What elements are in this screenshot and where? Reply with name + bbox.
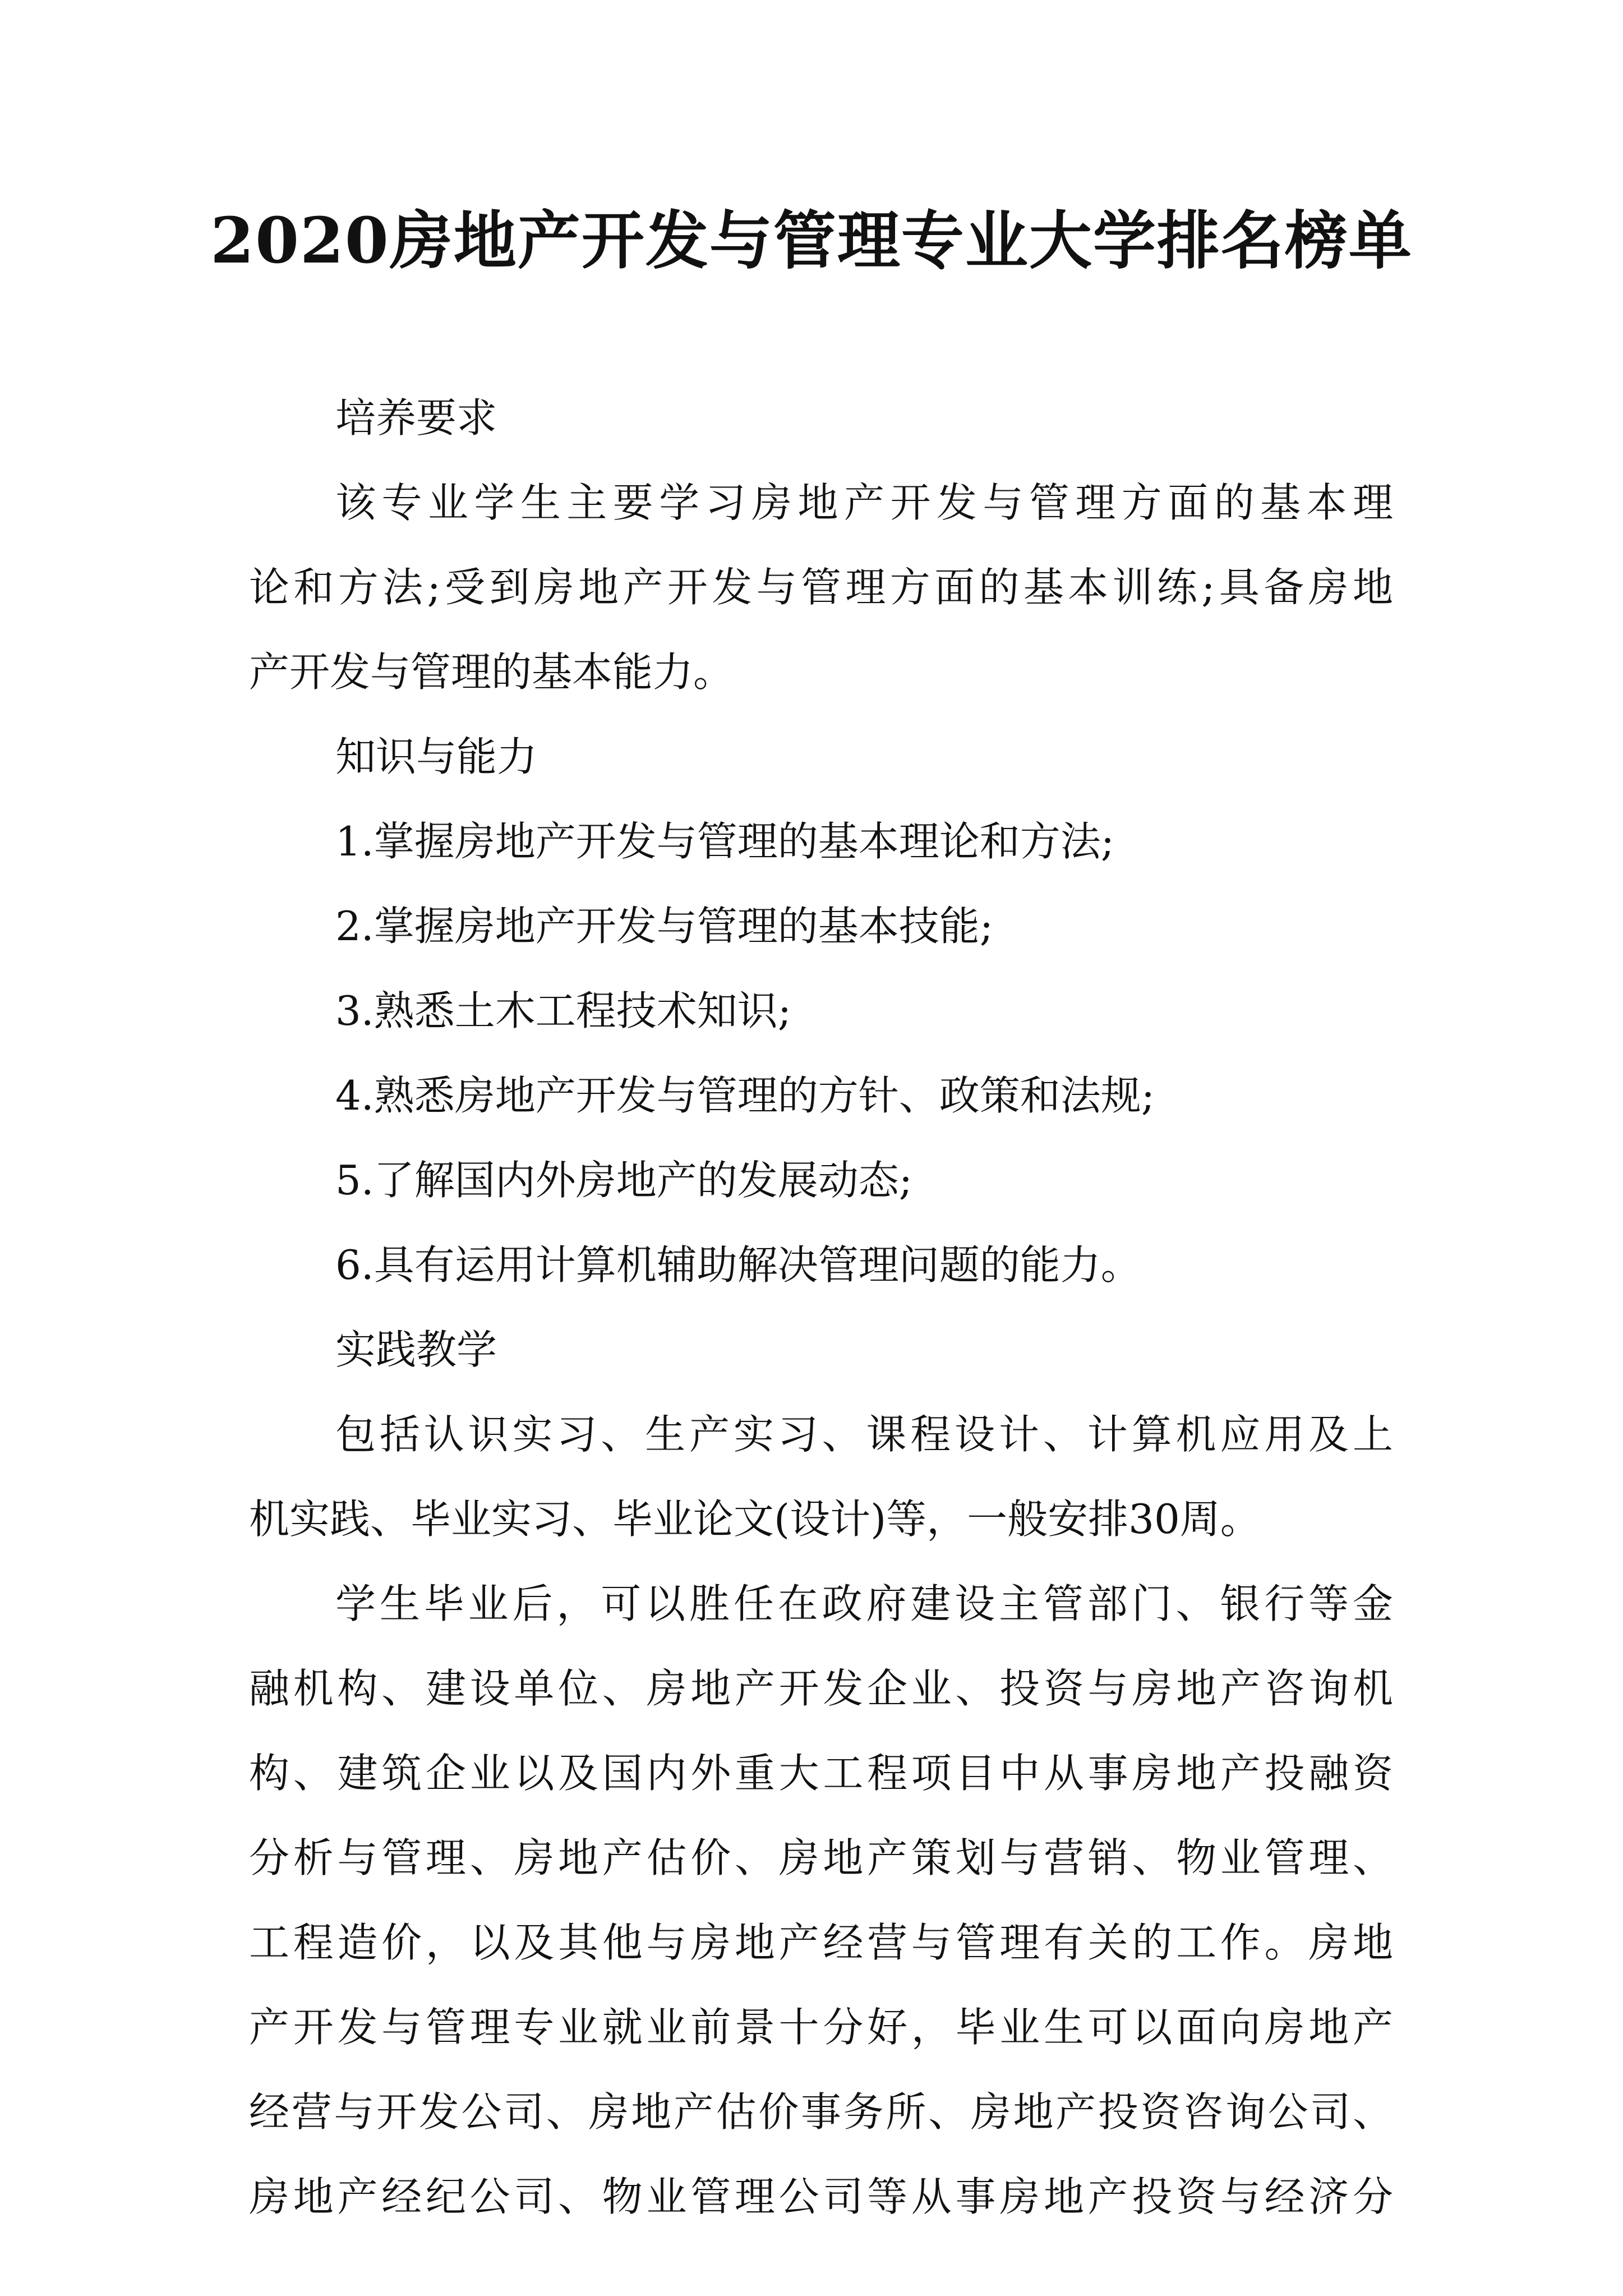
list-item: 2.掌握房地产开发与管理的基本技能;: [335, 903, 993, 950]
paragraph-line: 工程造价，以及其他与房地产经营与管理有关的工作。房地: [249, 1919, 1393, 1966]
paragraph-line: 经营与开发公司、房地产估价事务所、房地产投资咨询公司、: [249, 2088, 1393, 2136]
list-item: 5.了解国内外房地产的发展动态;: [335, 1157, 912, 1204]
section-heading-practical-teaching: 实践教学: [335, 1326, 497, 1373]
list-item: 3.熟悉土木工程技术知识;: [335, 987, 791, 1034]
section-heading-knowledge-and-ability: 知识与能力: [335, 733, 538, 780]
document-body: [249, 376, 1393, 2239]
list-item: 1.掌握房地产开发与管理的基本理论和方法;: [335, 818, 1114, 865]
paragraph-line: 分析与管理、房地产估价、房地产策划与营销、物业管理、: [249, 1834, 1393, 1881]
paragraph-line: 学生毕业后，可以胜任在政府建设主管部门、银行等金: [335, 1580, 1393, 1627]
paragraph-line: 该专业学生主要学习房地产开发与管理方面的基本理: [335, 479, 1393, 526]
paragraph-line: 房地产经纪公司、物业管理公司等从事房地产投资与经济分: [249, 2173, 1393, 2220]
paragraph-line: 产开发与管理的基本能力。: [249, 648, 734, 696]
paragraph-line: 论和方法;受到房地产开发与管理方面的基本训练;具备房地: [249, 564, 1393, 611]
document-title: 2020房地产开发与管理专业大学排名榜单: [210, 204, 1413, 278]
list-item: 4.熟悉房地产开发与管理的方针、政策和法规;: [335, 1072, 1155, 1119]
section-heading-training-requirements: 培养要求: [335, 394, 497, 441]
paragraph-line: 构、建筑企业以及国内外重大工程项目中从事房地产投融资: [249, 1750, 1393, 1797]
list-item: 6.具有运用计算机辅助解决管理问题的能力。: [335, 1241, 1141, 1289]
paragraph-line: 融机构、建设单位、房地产开发企业、投资与房地产咨询机: [249, 1665, 1393, 1712]
paragraph-line: 产开发与管理专业就业前景十分好，毕业生可以面向房地产: [249, 2004, 1393, 2051]
paragraph-line: 包括认识实习、生产实习、课程设计、计算机应用及上: [335, 1411, 1393, 1458]
paragraph-line: 机实践、毕业实习、毕业论文(设计)等，一般安排30周。: [249, 1496, 1261, 1543]
